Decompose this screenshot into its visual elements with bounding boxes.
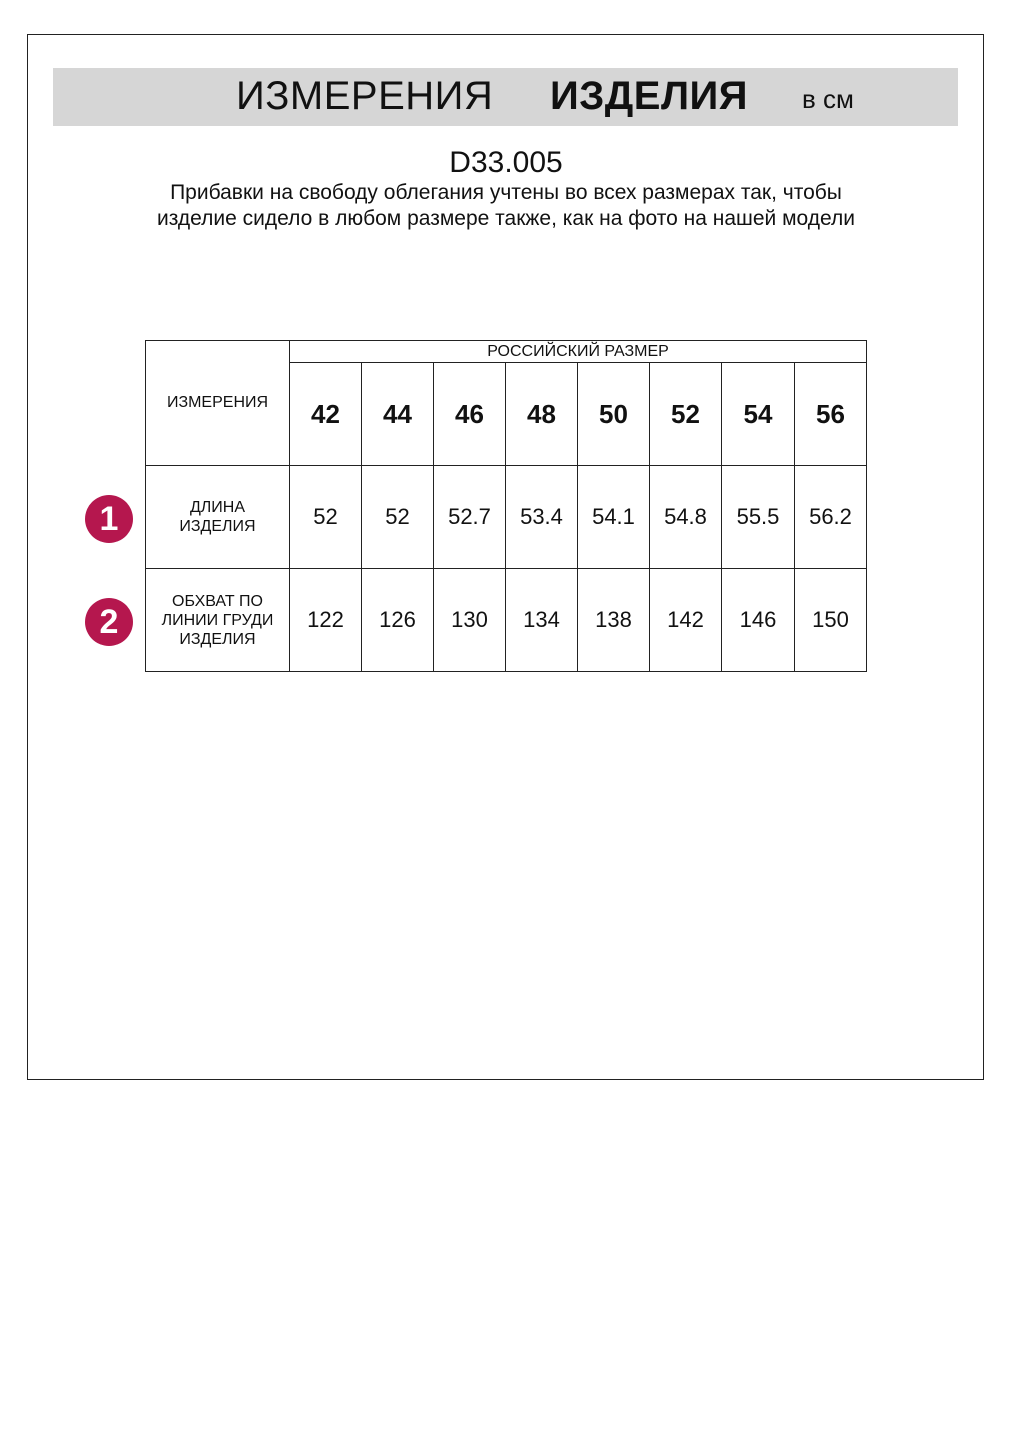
table-row-chest [146,569,867,672]
value-cell: 52 [290,466,362,569]
size-header-cell: 44 [362,363,434,466]
value-cell: 53.4 [506,466,578,569]
size-header-cell: 56 [795,363,867,466]
value-cell: 54.8 [650,466,722,569]
size-header-cell: 50 [578,363,650,466]
value-cell: 122 [290,569,362,672]
size-header-cell: 46 [434,363,506,466]
marker-badge-2: 2 [85,598,133,646]
article-number: D33.005 [449,146,563,179]
value-cell: 134 [506,569,578,672]
table-row-length [146,466,867,569]
row-label-chest [146,569,290,672]
russian-size-header: РОССИЙСКИЙ РАЗМЕР [290,341,867,363]
title-measurements: ИЗМЕРЕНИЯ [236,74,494,118]
row-label-length [146,466,290,569]
value-cell: 55.5 [722,466,795,569]
value-cell: 138 [578,569,650,672]
row-label-text: ДЛИНА ИЗДЕЛИЯ [179,499,256,535]
value-cell: 56.2 [795,466,867,569]
marker-badge-1: 1 [85,495,133,543]
fit-note: Прибавки на свободу облегания учтены во всех размерах так, чтобы изделие сидело в любом размере также, как на фото на нашей модели [157,181,855,230]
value-cell: 52 [362,466,434,569]
size-header-cell: 42 [290,363,362,466]
value-cell: 52.7 [434,466,506,569]
size-header-cell: 54 [722,363,795,466]
value-cell: 126 [362,569,434,672]
size-header-cell: 48 [506,363,578,466]
value-cell: 142 [650,569,722,672]
row-label-text: ОБХВАТ ПО ЛИНИИ ГРУДИ ИЗДЕЛИЯ [161,592,274,648]
value-cell: 150 [795,569,867,672]
size-header-cell: 52 [650,363,722,466]
value-cell: 54.1 [578,466,650,569]
size-table [145,340,867,672]
title-unit: в см [802,84,854,114]
value-cell: 146 [722,569,795,672]
title-product: ИЗДЕЛИЯ [550,74,749,118]
value-cell: 130 [434,569,506,672]
measurements-header: ИЗМЕРЕНИЯ [146,341,290,466]
